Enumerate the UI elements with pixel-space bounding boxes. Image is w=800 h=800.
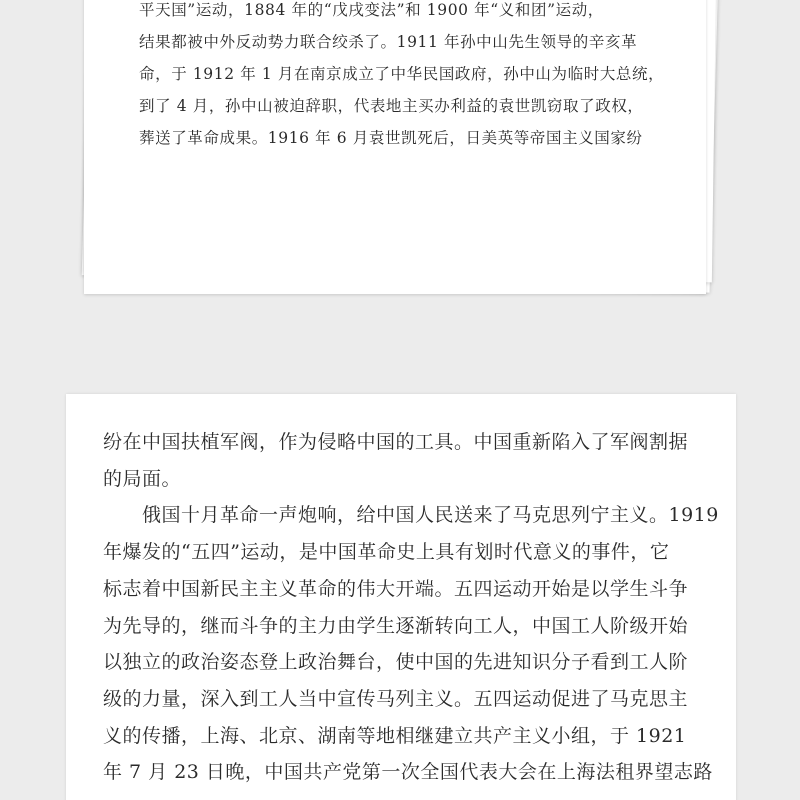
text-line: 结果都被中外反动势力联合绞杀了。1911 年孙中山先生领导的辛亥革 — [139, 33, 638, 51]
text-line: 俄国十月革命一声炮响，给中国人民送来了马克思列宁主义。1919 — [103, 504, 719, 527]
text-line: 的局面。 — [103, 467, 182, 490]
top-page-text — [139, 0, 679, 154]
bottom-page — [66, 394, 736, 800]
text-line: 纷在中国扶植军阀，作为侵略中国的工具。中国重新陷入了军阀割据 — [103, 431, 689, 453]
text-line: 年 7 月 23 日晚，中国共产党第一次全国代表大会在上海法租界望志路 — [103, 761, 713, 784]
text-line: 标志着中国新民主主义革命的伟大开端。五四运动开始是以学生斗争 — [103, 577, 689, 600]
text-line: 级的力量，深入到工人当中宣传马列主义。五四运动促进了马克思主 — [103, 687, 689, 710]
text-line: 葬送了革命成果。1916 年 6 月袁世凯死后，日美英等帝国主义国家纷 — [139, 129, 643, 147]
text-line: 以独立的政治姿态登上政治舞台，使中国的先进知识分子看到工人阶 — [103, 651, 689, 674]
text-line: 到了 4 月，孙中山被迫辞职，代表地主买办利益的袁世凯窃取了政权， — [139, 97, 644, 115]
text-line: 年爆发的“五四”运动，是中国革命史上具有划时代意义的事件，它 — [103, 541, 670, 564]
text-line: 平天国”运动，1884 年的“戊戌变法”和 1900 年“义和团”运动， — [139, 1, 604, 19]
top-page — [84, 0, 706, 294]
text-line: 为先导的，继而斗争的主力由学生逐渐转向工人，中国工人阶级开始 — [103, 614, 689, 637]
text-line: 命，于 1912 年 1 月在南京成立了中华民国政府，孙中山为临时大总统， — [139, 65, 665, 83]
text-line: 义的传播，上海、北京、湖南等地相继建立共产主义小组，于 1921 — [103, 724, 687, 747]
top-page-stack — [84, 0, 724, 310]
bottom-page-text — [103, 424, 719, 791]
